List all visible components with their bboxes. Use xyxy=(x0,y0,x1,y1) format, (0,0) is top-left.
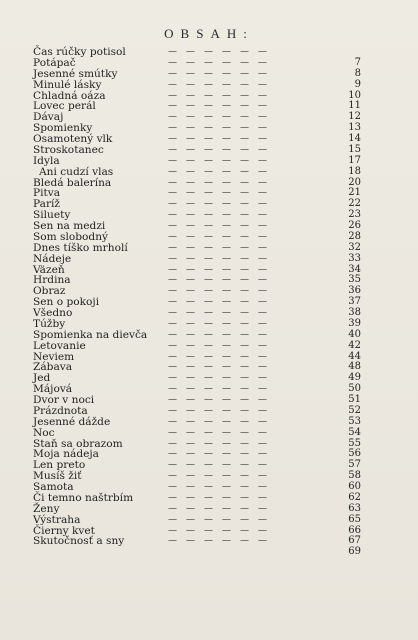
leader-dashes: — — — — — — xyxy=(168,536,267,547)
entry-page-number: 21 xyxy=(348,187,361,199)
entry-page-number: 55 xyxy=(348,437,361,449)
entry-page-number: 57 xyxy=(348,459,361,471)
toc-row xyxy=(33,145,361,156)
leader-dashes: — — — — — — xyxy=(168,329,267,340)
entry-title: Jesenné dážde xyxy=(33,415,111,428)
entry-page-number: 56 xyxy=(348,448,361,460)
leader-dashes: — — — — — — xyxy=(168,144,267,155)
toc-row xyxy=(33,199,361,210)
toc-row xyxy=(33,188,361,199)
entry-title: Májová xyxy=(33,383,73,396)
contents-heading: OBSAH: xyxy=(164,26,254,41)
entry-page-number: 11 xyxy=(348,100,361,112)
leader-dashes: — — — — — — xyxy=(168,242,267,253)
leader-dashes: — — — — — — xyxy=(168,514,267,525)
entry-page-number: 7 xyxy=(354,56,361,68)
entry-page-number: 52 xyxy=(348,404,361,416)
entry-title: Hrdina xyxy=(33,274,71,287)
leader-dashes: — — — — — — xyxy=(168,395,267,405)
toc-row xyxy=(33,373,361,384)
entry-title: Pitva xyxy=(33,187,61,200)
entry-page-number: 20 xyxy=(348,176,361,188)
entry-title: Ani cudzí vlas xyxy=(39,165,114,178)
entry-page-number: 54 xyxy=(348,426,361,438)
entry-title: Samota xyxy=(33,481,74,493)
toc-row xyxy=(33,308,361,319)
leader-dashes: — — — — — — xyxy=(168,112,267,123)
toc-row xyxy=(33,101,361,112)
entry-page-number: 44 xyxy=(348,350,361,362)
toc-row xyxy=(33,167,361,178)
leader-dashes: — — — — — — xyxy=(168,373,267,384)
leader-dashes: — — — — — — xyxy=(168,308,267,318)
toc-row xyxy=(33,504,361,515)
entry-page-number: 13 xyxy=(348,122,361,134)
entry-title: Či temno naštrbím xyxy=(33,491,134,504)
entry-page-number: 17 xyxy=(348,154,361,166)
leader-dashes: — — — — — — xyxy=(168,340,267,351)
leader-dashes: — — — — — — xyxy=(168,449,267,460)
entry-page-number: 67 xyxy=(348,535,361,547)
leader-dashes: — — — — — — xyxy=(168,405,267,416)
entry-page-number: 58 xyxy=(348,470,361,482)
leader-dashes: — — — — — — xyxy=(168,264,267,275)
entry-page-number: 14 xyxy=(348,133,361,144)
entry-title: Väzeň xyxy=(33,263,65,276)
leader-dashes: — — — — — — xyxy=(168,166,267,177)
entry-title: Stroskotanec xyxy=(33,143,104,156)
toc-row xyxy=(33,515,361,526)
leader-dashes: — — — — — — xyxy=(168,351,267,362)
leader-dashes: — — — — — — xyxy=(168,253,267,264)
toc-row xyxy=(33,471,361,482)
leader-dashes: — — — — — — xyxy=(168,416,267,427)
toc-row xyxy=(33,178,361,189)
leader-dashes: — — — — — — xyxy=(168,188,267,199)
entry-title: Letovanie xyxy=(33,339,86,352)
leader-dashes: — — — — — — xyxy=(168,177,267,188)
leader-dashes: — — — — — — xyxy=(168,47,267,57)
entry-page-number: 39 xyxy=(348,317,361,329)
toc-row xyxy=(33,460,361,471)
leader-dashes: — — — — — — xyxy=(168,482,267,492)
toc-row xyxy=(33,47,361,58)
entry-page-number: 8 xyxy=(354,67,361,79)
entry-page-number: 62 xyxy=(348,491,361,503)
toc-row xyxy=(33,69,361,80)
entry-title: Minulé lásky xyxy=(33,78,102,91)
leader-dashes: — — — — — — xyxy=(168,210,267,221)
entry-title: Neviem xyxy=(33,350,75,363)
entry-title: Paríž xyxy=(33,198,61,211)
entry-title: Čas rúčky potisol xyxy=(33,46,126,58)
entry-title: Túžby xyxy=(33,317,66,330)
leader-dashes: — — — — — — xyxy=(168,79,267,90)
entry-title: Lovec perál xyxy=(33,100,96,113)
entry-title: Sen na medzi xyxy=(33,220,106,232)
leader-dashes: — — — — — — xyxy=(168,275,267,286)
leader-dashes: — — — — — — xyxy=(168,460,267,471)
entry-page-number: 12 xyxy=(348,111,361,123)
entry-page-number: 32 xyxy=(348,241,361,253)
entry-page-number: 9 xyxy=(354,78,361,90)
entry-title: Staň sa obrazom xyxy=(33,437,123,450)
entry-page-number: 26 xyxy=(348,220,361,231)
toc-row xyxy=(33,428,361,439)
leader-dashes: — — — — — — xyxy=(168,318,267,329)
leader-dashes: — — — — — — xyxy=(168,221,267,231)
entry-title: Som slobodný xyxy=(33,230,108,243)
entry-title: Moja nádeja xyxy=(33,448,99,461)
entry-title: Bledá balerína xyxy=(33,176,112,189)
entry-title: Jed xyxy=(33,372,51,385)
entry-page-number: 28 xyxy=(348,230,361,242)
entry-page-number: 23 xyxy=(348,209,361,221)
entry-title: Výstraha xyxy=(33,513,81,526)
leader-dashes: — — — — — — xyxy=(168,231,267,242)
entry-page-number: 15 xyxy=(348,143,361,155)
entry-title: Zábava xyxy=(33,361,73,374)
entry-page-number: 33 xyxy=(348,252,361,264)
entry-page-number: 63 xyxy=(348,502,361,514)
entry-page-number: 66 xyxy=(348,524,361,536)
toc-row xyxy=(33,80,361,91)
entry-title: Prázdnota xyxy=(33,404,88,417)
leader-dashes: — — — — — — xyxy=(168,68,267,79)
entry-title: Obraz xyxy=(33,285,66,298)
toc-row xyxy=(33,297,361,308)
entry-title: Len preto xyxy=(33,459,86,472)
toc-row xyxy=(33,362,361,373)
entry-page-number: 51 xyxy=(348,394,361,405)
leader-dashes: — — — — — — xyxy=(168,101,267,112)
entry-title: Musíš žiť xyxy=(33,470,82,483)
entry-page-number: 42 xyxy=(348,339,361,351)
leader-dashes: — — — — — — xyxy=(168,134,267,144)
toc-row xyxy=(33,417,361,428)
toc-row xyxy=(33,254,361,265)
leader-dashes: — — — — — — xyxy=(168,492,267,503)
leader-dashes: — — — — — — xyxy=(168,525,267,536)
toc-row xyxy=(33,352,361,363)
toc-row xyxy=(33,156,361,167)
entry-page-number: 53 xyxy=(348,415,361,427)
entry-page-number: 36 xyxy=(348,285,361,297)
entry-page-number: 69 xyxy=(348,546,361,558)
leader-dashes: — — — — — — xyxy=(168,286,267,297)
table-of-contents xyxy=(33,47,361,558)
entry-title: Osamotený vlk xyxy=(33,133,113,145)
leader-dashes: — — — — — — xyxy=(168,362,267,373)
entry-title: Dvor v noci xyxy=(33,394,95,406)
toc-row xyxy=(33,265,361,276)
toc-row xyxy=(33,547,361,558)
entry-title: Skutočnosť a sny xyxy=(33,535,125,548)
entry-title: Jesenné smútky xyxy=(33,67,118,80)
entry-page-number: 49 xyxy=(348,372,361,384)
entry-title: Siluety xyxy=(33,209,71,222)
entry-title: Sen o pokoji xyxy=(33,296,100,309)
leader-dashes: — — — — — — xyxy=(168,297,267,308)
entry-title: Všedno xyxy=(33,307,73,319)
leader-dashes: — — — — — — xyxy=(168,471,267,482)
entry-page-number: 35 xyxy=(348,274,361,286)
entry-page-number: 37 xyxy=(348,296,361,308)
entry-title: Chladná oáza xyxy=(33,89,106,102)
entry-title: Dnes tíško mrholí xyxy=(33,241,128,254)
toc-row xyxy=(33,493,361,504)
leader-dashes: — — — — — — xyxy=(168,90,267,101)
entry-title: Spomienka na dievča xyxy=(33,328,148,341)
entry-title: Dávaj xyxy=(33,111,64,124)
leader-dashes: — — — — — — xyxy=(168,427,267,438)
entry-title: Spomienky xyxy=(33,122,93,135)
entry-title: Potápač xyxy=(33,56,76,69)
leader-dashes: — — — — — — xyxy=(168,438,267,449)
entry-page-number: 22 xyxy=(348,198,361,210)
entry-page-number: 40 xyxy=(348,328,361,340)
entry-page-number: 60 xyxy=(348,481,361,492)
leader-dashes: — — — — — — xyxy=(168,123,267,134)
entry-page-number: 18 xyxy=(348,165,361,177)
toc-row xyxy=(33,243,361,254)
toc-row xyxy=(33,536,361,547)
entry-title: Čierny kvet xyxy=(33,524,95,537)
entry-page-number: 34 xyxy=(348,263,361,275)
entry-title: Idyla xyxy=(33,154,60,167)
leader-dashes: — — — — — — xyxy=(168,199,267,210)
leader-dashes: — — — — — — xyxy=(168,384,267,395)
leader-dashes: — — — — — — xyxy=(168,57,267,68)
toc-row xyxy=(33,275,361,286)
entry-page-number: 50 xyxy=(348,383,361,395)
entry-title: Ženy xyxy=(33,502,60,515)
entry-page-number: 65 xyxy=(348,513,361,525)
entry-title: Nádeje xyxy=(33,252,72,265)
toc-row xyxy=(33,330,361,341)
leader-dashes: — — — — — — xyxy=(168,503,267,514)
entry-page-number: 10 xyxy=(348,89,361,101)
entry-page-number: 38 xyxy=(348,307,361,318)
entry-page-number: 48 xyxy=(348,361,361,373)
entry-title: Noc xyxy=(33,426,55,439)
leader-dashes: — — — — — — xyxy=(168,155,267,166)
toc-row xyxy=(33,341,361,352)
